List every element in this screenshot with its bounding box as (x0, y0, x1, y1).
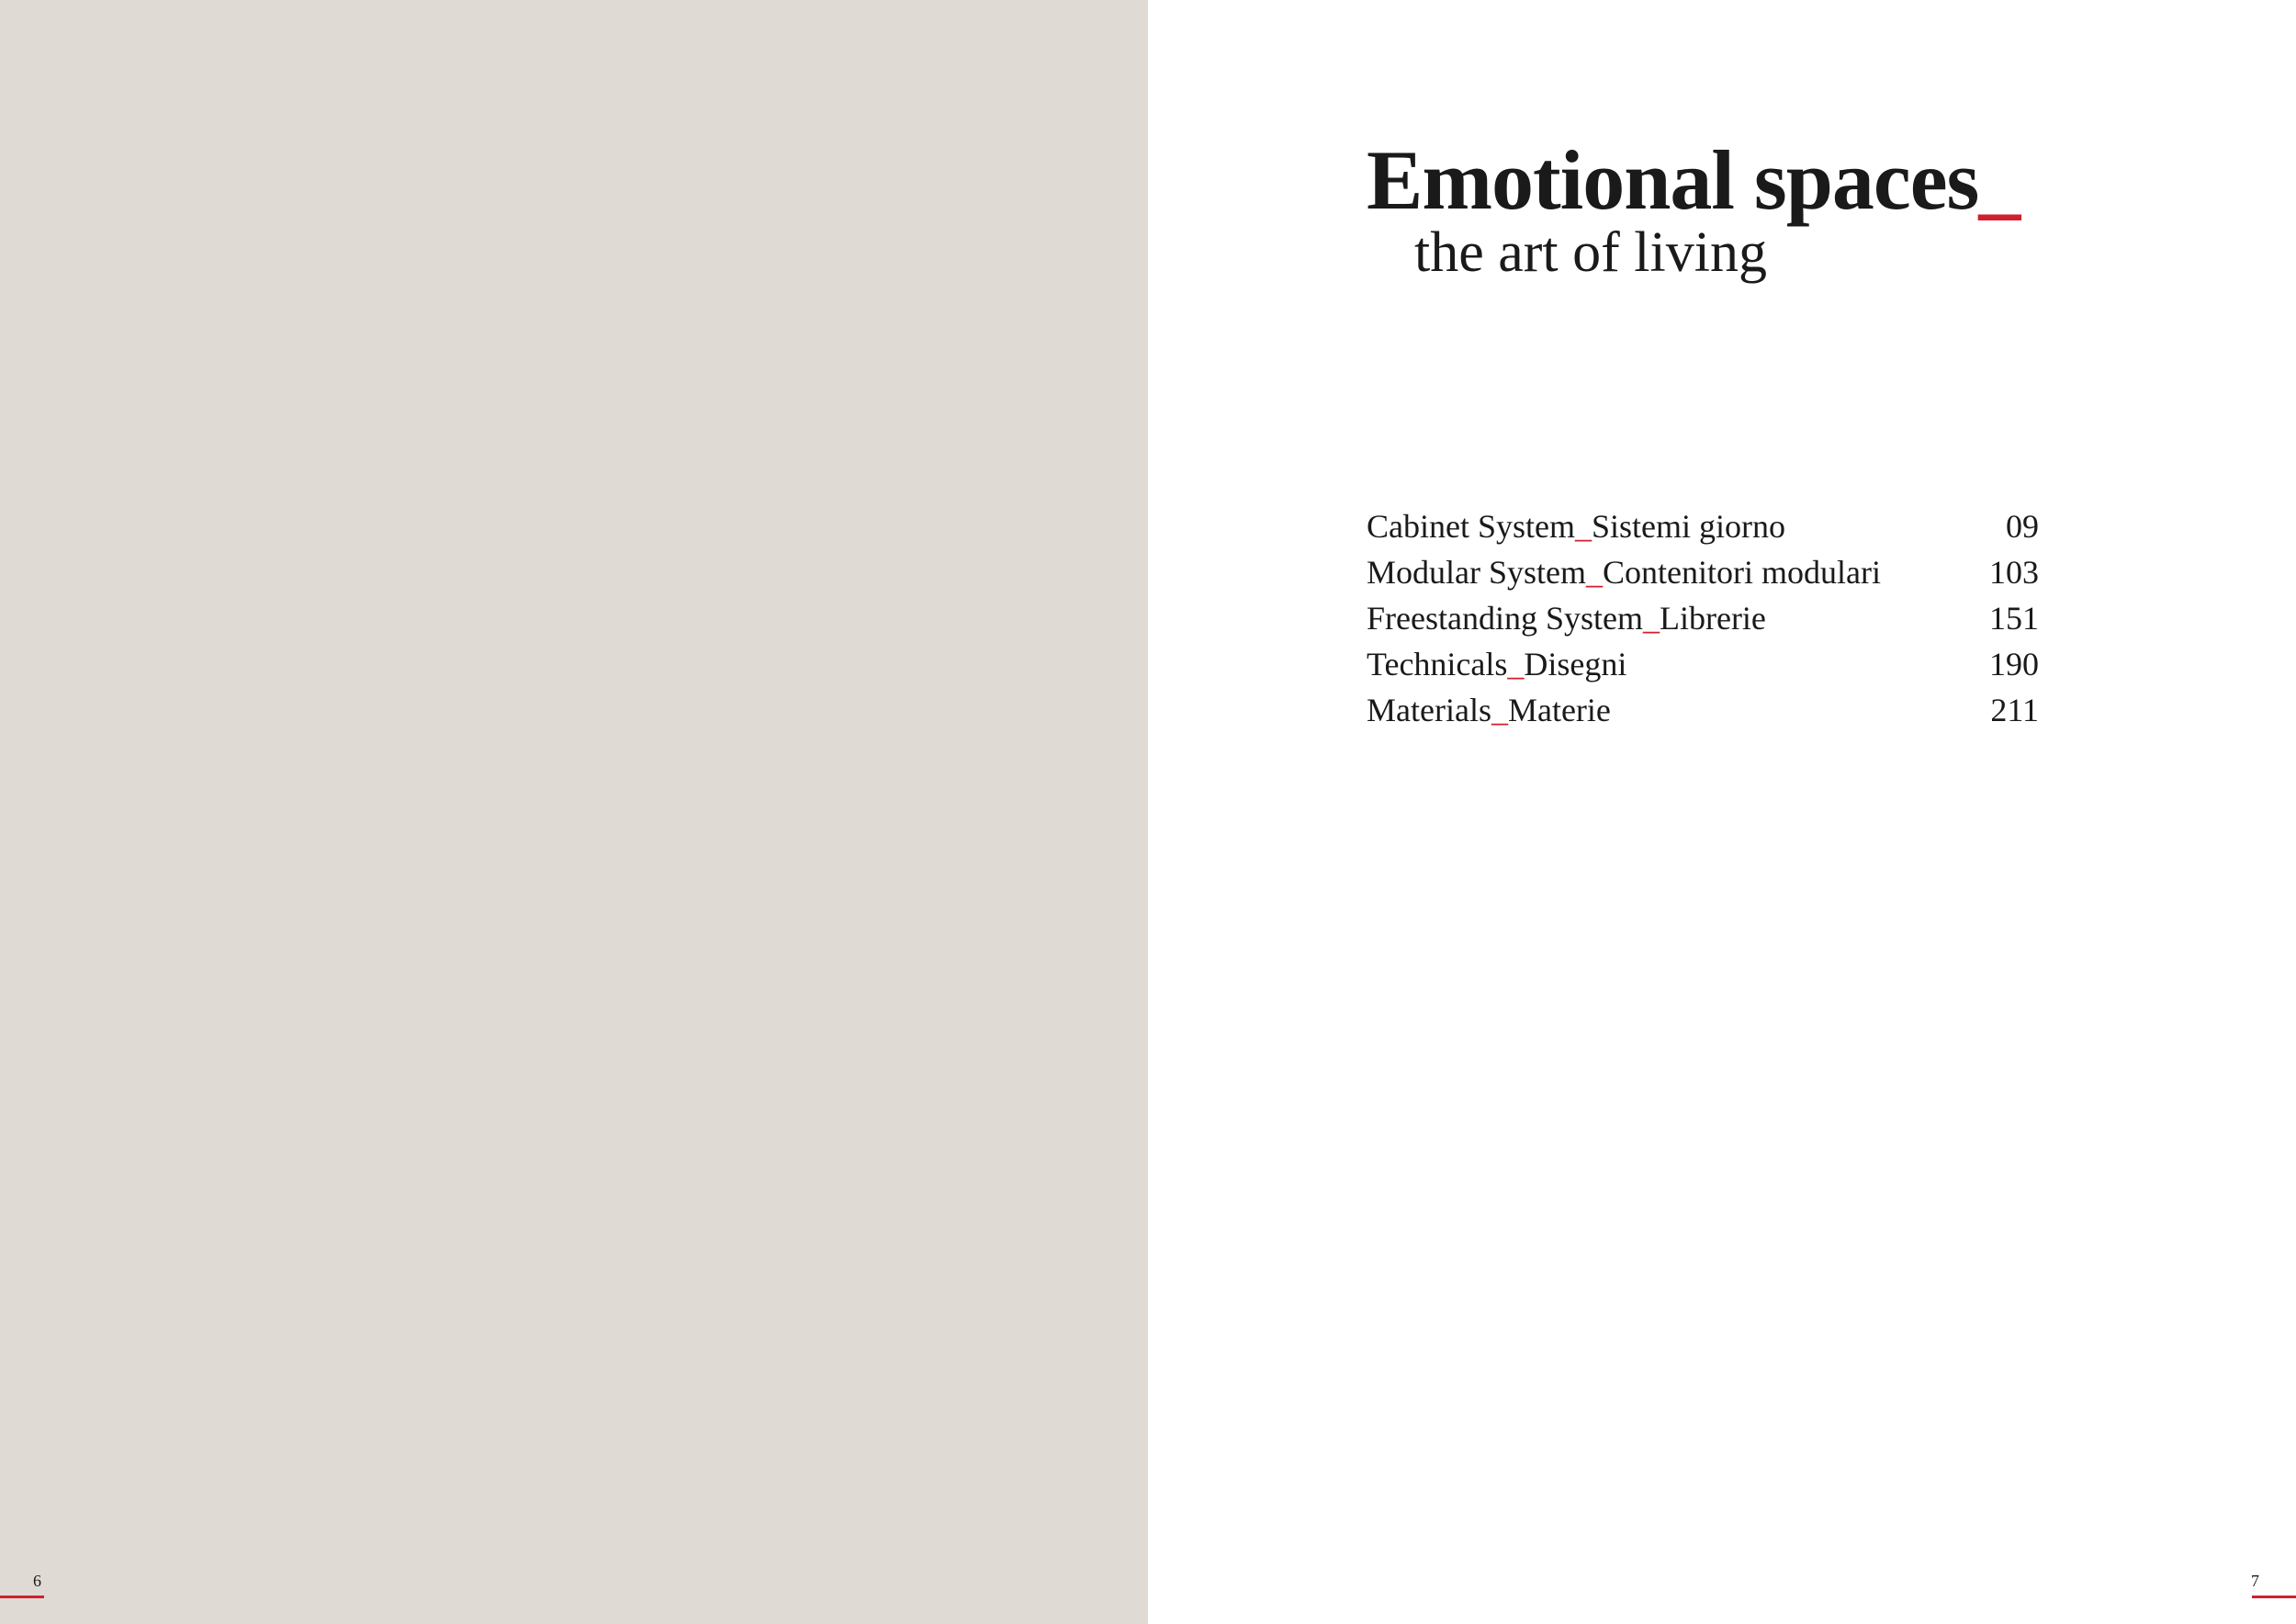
toc-entry-materials[interactable] (1367, 687, 2039, 733)
toc-label-en: Cabinet System (1367, 508, 1575, 545)
toc-label-it: Materie (1507, 692, 1611, 728)
table-of-contents (1367, 503, 2039, 733)
toc-separator: _ (1642, 600, 1660, 637)
toc-label (1367, 549, 1881, 595)
toc-label-en: Freestanding System (1367, 600, 1643, 637)
toc-page-number: 09 (2006, 508, 2039, 545)
toc-label (1367, 687, 1611, 733)
left-page-number: 6 (33, 1572, 41, 1590)
toc-page-number: 103 (1989, 554, 2039, 591)
title-main: Emotional spaces (1367, 133, 1979, 227)
right-folio-accent-line (2252, 1596, 2296, 1598)
toc-label-it: Sistemi giorno (1592, 508, 1786, 545)
toc-separator: _ (1586, 554, 1603, 591)
toc-label-it: Disegni (1524, 646, 1627, 682)
page-title (1367, 133, 2020, 227)
page-subtitle: the art of living (1414, 221, 1767, 284)
toc-page-number: 151 (1989, 600, 2039, 637)
toc-page-number: 190 (1989, 646, 2039, 682)
title-block (1367, 133, 2020, 284)
toc-separator: _ (1491, 692, 1508, 728)
toc-entry-modular-system[interactable] (1367, 549, 2039, 595)
toc-label-it: Contenitori modulari (1603, 554, 1881, 591)
toc-label-en: Technicals (1367, 646, 1508, 682)
toc-label-it: Librerie (1659, 600, 1766, 637)
toc-entry-technicals[interactable] (1367, 641, 2039, 687)
toc-label-en: Modular System (1367, 554, 1586, 591)
toc-label (1367, 503, 1785, 549)
left-folio-accent-line (0, 1596, 44, 1598)
toc-page-number: 211 (1990, 692, 2039, 728)
toc-entry-cabinet-system[interactable] (1367, 503, 2039, 549)
title-accent-underscore: _ (1978, 133, 2020, 227)
toc-label (1367, 641, 1626, 687)
toc-separator: _ (1507, 646, 1525, 682)
toc-separator: _ (1575, 508, 1592, 545)
toc-label (1367, 595, 1766, 641)
right-page-number: 7 (2251, 1572, 2259, 1590)
toc-label-en: Materials (1367, 692, 1491, 728)
toc-entry-freestanding-system[interactable] (1367, 595, 2039, 641)
